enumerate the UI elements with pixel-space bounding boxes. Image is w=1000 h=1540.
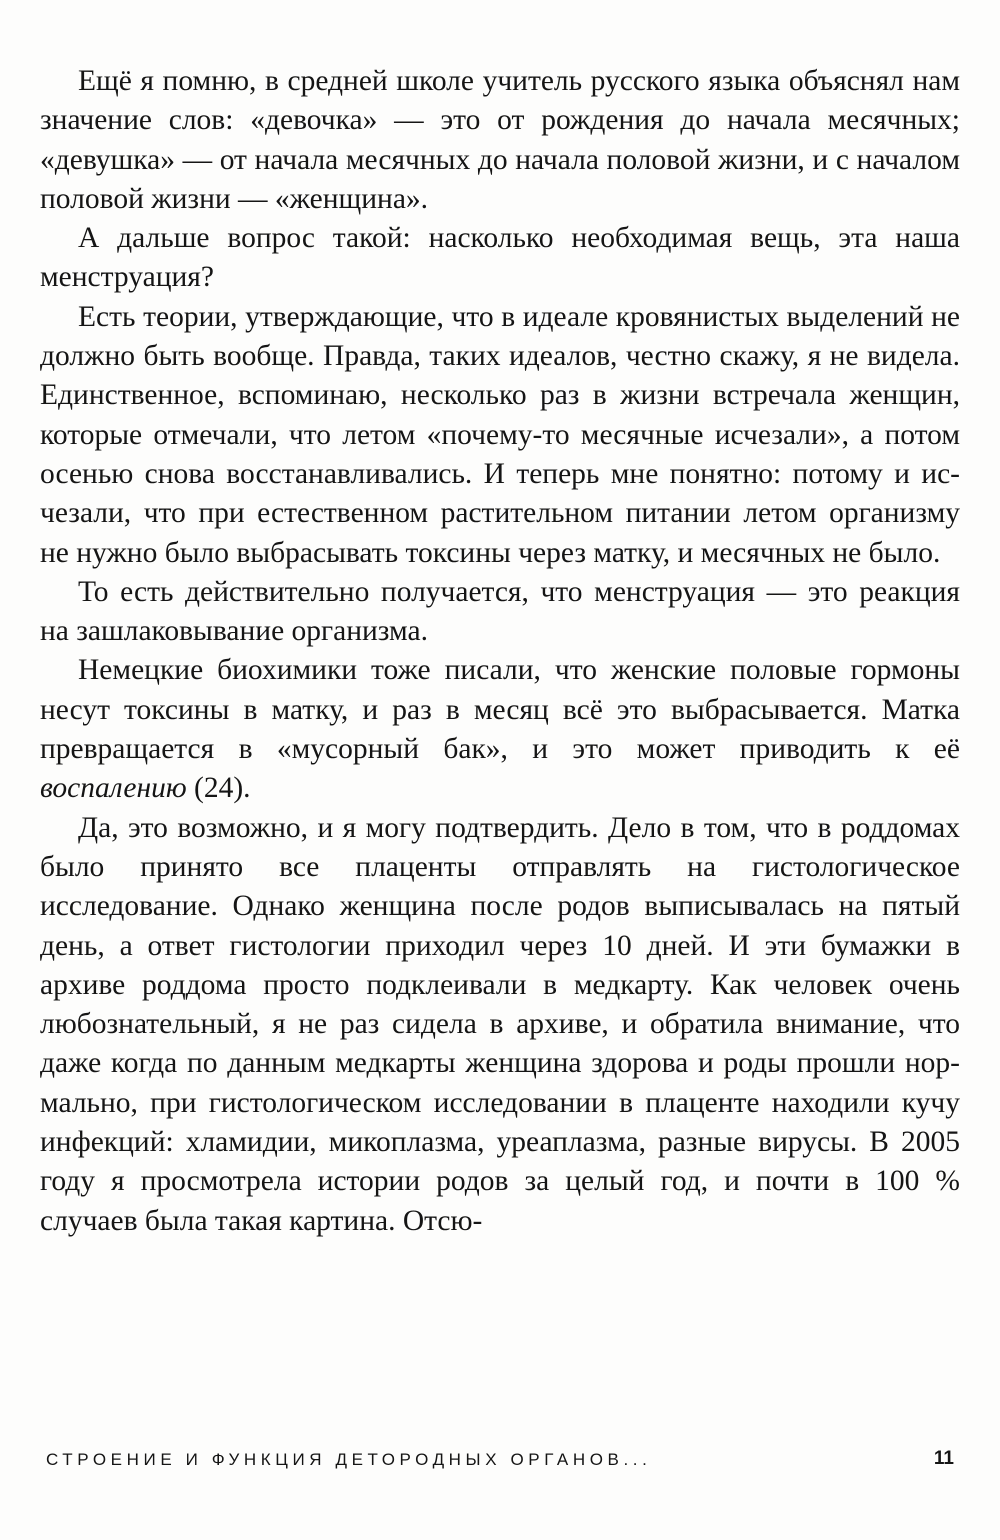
- page-footer: [46, 1448, 954, 1478]
- italic-term: воспалению: [40, 772, 187, 805]
- paragraph-3: Есть теории, утверждающие, что в идеале кровянистых выделений не должно быть вообще. Правда, таких идеалов, честно скажу, я не видела. Единственное, вспоминаю, несколько раз в жизни встречала женщин, которые отмечали, что летом «почему-то месячные исчезали», а потом осенью снова восстанавливались. И теперь мне понятно: потому и исчезали, что при естественном растительном питании летом организму не нужно было выбрасывать токсины через матку, и месячных не было.: [40, 300, 960, 569]
- paragraph-5-text-end: (24).: [186, 772, 251, 805]
- paragraph-5-text-start: Немецкие биохимики тоже писали, что женские половые гормоны несут токсины в матку, и раз в месяц всё это выбрасывается. Матка превращается в «мусорный бак», и это может приводить к её: [40, 654, 960, 766]
- page-number: 11: [933, 1448, 954, 1469]
- paragraph-6: Да, это возможно, и я могу подтвердить. Дело в том, что в роддомах было принято все плаценты отправлять на гистологическое исследование. Однако женщина после родов выписывалась на пятый день, а ответ гистологии приходил через 10 дней. И эти бумажки в архиве роддома просто подклеивали в медкарту. Как человек очень любознательный, я не раз сидела в архиве, и обратила внимание, что даже когда по данным медкарты женщина здорова и роды прошли нормально, при гистологическом исследовании в плаценте находили кучу инфекций: хламидии, микоплазма, уреаплазма, разные вирусы. В 2005 году я просмотрела истории родов за целый год, и почти в 100 % случаев была такая картина. Отсю-: [40, 811, 960, 1237]
- paragraph-5: [40, 651, 960, 808]
- body-text: [40, 62, 960, 1241]
- paragraph-4: То есть действительно получается, что менструация — это реакция на зашлаковывание организма.: [40, 575, 960, 648]
- running-title: СТРОЕНИЕ И ФУНКЦИЯ ДЕТОРОДНЫХ ОРГАНОВ...: [46, 1450, 652, 1469]
- paragraph-1: Ещё я помню, в средней школе учитель русского языка объяснял нам значение слов: «девочка» — это от рождения до начала месячных; «девушка» — от начала месячных до начала половой жизни, и с началом половой жизни — «женщина».: [40, 65, 960, 215]
- paragraph-2: А дальше вопрос такой: насколько необходимая вещь, эта наша менструация?: [40, 222, 960, 294]
